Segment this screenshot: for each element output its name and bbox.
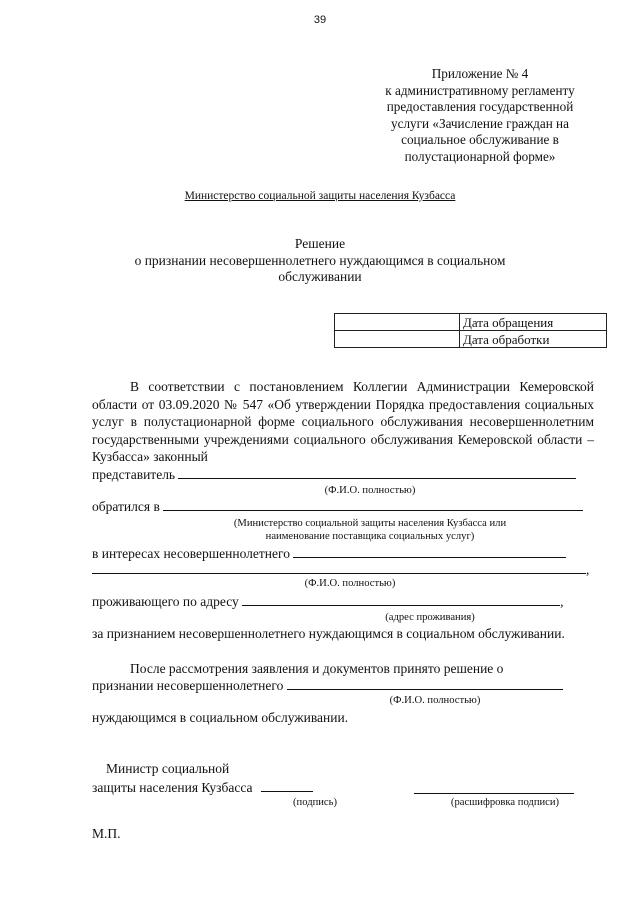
address-label: проживающего по адресу [92, 594, 239, 609]
fio-caption: (Ф.И.О. полностью) [389, 695, 481, 706]
recognize-row [92, 677, 594, 695]
intro-paragraph: В соответствии с постановлением Коллегии Администрации Кемеровской области от 03.09.2020 № 547 «Об утверждении Порядка предоставления социальных услуг в полустационарной форме социального обслуживания несовершеннолетним государственными учреждениями социального обслуживания Кемеровской области – Кузбасса» законный [92, 379, 594, 464]
title-line: обслуживании [278, 269, 362, 284]
dates-table [334, 313, 607, 348]
appendix-header [352, 66, 608, 166]
interests-row [92, 545, 594, 563]
ministry-header [0, 190, 640, 202]
signature-decoding-field[interactable] [414, 781, 574, 794]
fio-caption: (Ф.И.О. полностью) [304, 578, 396, 589]
signature-caption: (подпись) [293, 797, 337, 808]
fio-caption: (Ф.И.О. полностью) [324, 485, 416, 496]
applied-to-row [92, 498, 594, 516]
signatory-position: Министр социальной [106, 761, 230, 776]
minor-name-field-2[interactable] [92, 561, 586, 574]
table-row [335, 331, 607, 348]
appendix-line: полустационарной форме» [404, 148, 556, 164]
appendix-line: услуги «Зачисление граждан на [391, 115, 569, 131]
minor-name-continuation [92, 561, 594, 579]
title-line: о признании несовершеннолетнего нуждающимся в социальном [134, 252, 506, 268]
decoding-caption: (расшифровка подписи) [450, 797, 560, 808]
signatory-position [92, 779, 313, 796]
appendix-line: предоставления государственной [386, 99, 574, 115]
request-date-field[interactable] [335, 314, 460, 331]
representative-row [92, 466, 594, 484]
processing-date-field[interactable] [335, 331, 460, 348]
table-row [335, 314, 607, 331]
appendix-line: социальное обслуживание в [401, 132, 559, 148]
ministry-name: Министерство социальной защиты населения Кузбасса [184, 190, 456, 202]
representative-label: представитель [92, 467, 176, 482]
needing-line: нуждающимся в социальном обслуживании. [92, 710, 349, 725]
request-date-label: Дата обращения [460, 314, 607, 331]
page-number: 39 [313, 14, 327, 26]
processing-date-label: Дата обработки [460, 331, 607, 348]
appendix-line: Приложение № 4 [431, 66, 529, 81]
minor-decision-name-field[interactable] [287, 677, 563, 690]
stamp-place: М.П. [92, 826, 121, 841]
address-caption: (адрес проживания) [385, 612, 475, 623]
recognize-label: признании несовершеннолетнего [92, 678, 284, 693]
recognition-paragraph: за признанием несовершеннолетнего нуждающимся в социальном обслуживании. [92, 626, 565, 641]
provider-caption-line: (Министерство социальной защиты населения Кузбасса или [233, 518, 507, 529]
applied-to-label: обратился в [92, 499, 160, 514]
address-field[interactable] [242, 593, 560, 606]
comma: , [560, 594, 564, 609]
appendix-line: к административному регламенту [385, 82, 575, 98]
address-row [92, 593, 594, 611]
provider-caption-line: наименование поставщика социальных услуг) [265, 531, 475, 542]
minor-name-field[interactable] [293, 545, 566, 558]
title-line: Решение [294, 236, 346, 251]
interests-label: в интересах несовершеннолетнего [92, 546, 290, 561]
signature-field[interactable] [261, 779, 313, 792]
provider-caption [180, 517, 560, 543]
signatory-position-line: защиты населения Кузбасса [92, 780, 253, 795]
provider-field[interactable] [163, 498, 583, 511]
after-review-line: После рассмотрения заявления и документов принято решение о [130, 661, 504, 676]
comma: , [586, 562, 590, 577]
representative-name-field[interactable] [178, 466, 576, 479]
document-title [100, 236, 540, 286]
